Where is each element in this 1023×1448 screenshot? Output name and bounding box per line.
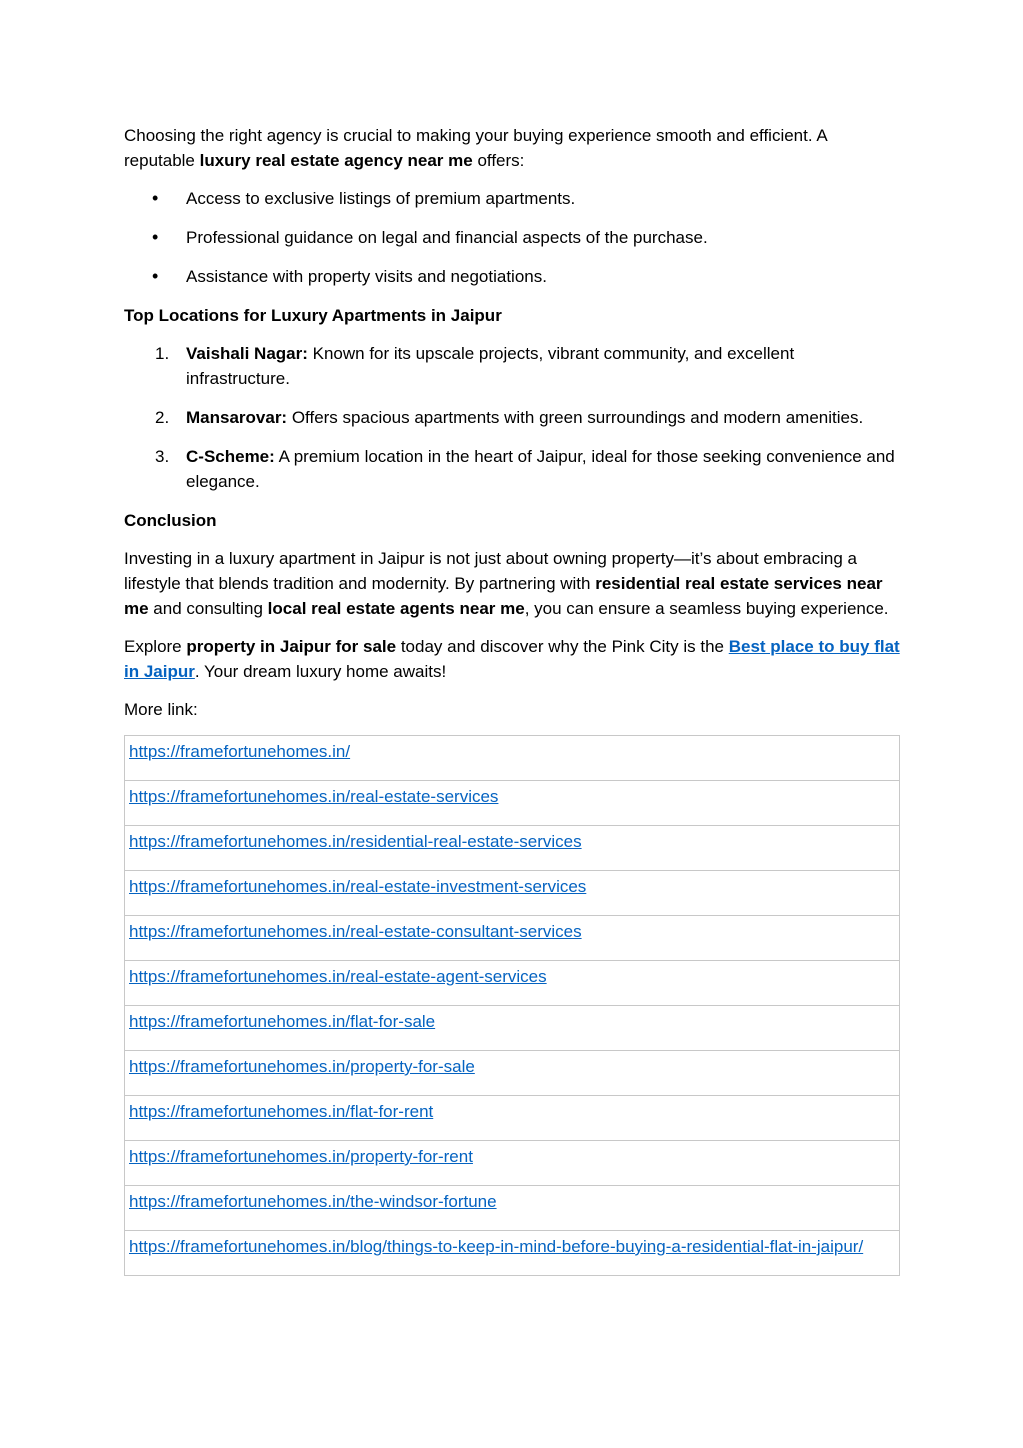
location-description: Known for its upscale projects, vibrant community, and excellent infrastructure.: [186, 344, 795, 388]
table-cell: [125, 1186, 900, 1231]
url-link[interactable]: https://framefortunehomes.in/residential-real-estate-services: [129, 832, 582, 851]
table-cell: [125, 1051, 900, 1096]
table-row: [125, 826, 900, 871]
list-number: 2.: [155, 408, 170, 427]
table-row: [125, 736, 900, 781]
table-cell: [125, 916, 900, 961]
list-item-text: Professional guidance on legal and financial aspects of the purchase.: [186, 228, 708, 247]
bullet-icon: •: [152, 266, 159, 286]
conclusion-bold-phrase: residential real estate services near me: [124, 574, 883, 618]
best-place-link[interactable]: Best place to buy flat in Jaipur: [124, 637, 900, 681]
explore-text: today and discover why the Pink City is the: [396, 637, 729, 656]
table-cell: [125, 826, 900, 871]
conclusion-text: Investing in a luxury apartment in Jaipur is not just about owning property—it’s about embracing a lifestyle that blends tradition and modernity. By partnering with: [124, 549, 857, 593]
more-link-label: More link:: [124, 700, 198, 719]
table-row: [125, 1051, 900, 1096]
url-link[interactable]: https://framefortunehomes.in/real-estate-investment-services: [129, 877, 587, 896]
list-number: 3.: [155, 447, 170, 466]
url-link[interactable]: https://framefortunehomes.in/flat-for-sale: [129, 1012, 436, 1031]
table-cell: [125, 781, 900, 826]
conclusion-text: and consulting: [148, 599, 268, 618]
table-row: [125, 1141, 900, 1186]
table-cell: [125, 961, 900, 1006]
benefits-list: [124, 186, 900, 289]
explore-text: . Your dream luxury home awaits!: [194, 662, 447, 681]
location-name: C-Scheme:: [186, 447, 275, 466]
list-item: [124, 264, 900, 289]
explore-bold-phrase: property in Jaipur for sale: [186, 637, 397, 656]
location-name: Mansarovar:: [186, 408, 288, 427]
url-link[interactable]: https://framefortunehomes.in/flat-for-rent: [129, 1102, 434, 1121]
table-cell: [125, 1141, 900, 1186]
intro-paragraph: [124, 123, 900, 173]
table-row: [125, 1096, 900, 1141]
conclusion-text: , you can ensure a seamless buying experience.: [524, 599, 889, 618]
url-link[interactable]: https://framefortunehomes.in/real-estate-consultant-services: [129, 922, 582, 941]
table-row: [125, 1186, 900, 1231]
table-row: [125, 1006, 900, 1051]
table-row: [125, 781, 900, 826]
bullet-icon: •: [152, 188, 159, 208]
list-item: [124, 225, 900, 250]
intro-bold-phrase: luxury real estate agency near me: [199, 151, 473, 170]
conclusion-bold-phrase: local real estate agents near me: [267, 599, 525, 618]
list-item: [124, 341, 900, 391]
url-link[interactable]: https://framefortunehomes.in/: [129, 742, 351, 761]
conclusion-paragraph: [124, 546, 900, 621]
locations-list: [124, 341, 900, 494]
list-item: [124, 186, 900, 211]
url-link[interactable]: https://framefortunehomes.in/real-estate-services: [129, 787, 499, 806]
table-cell: [125, 736, 900, 781]
list-number: 1.: [155, 344, 170, 363]
url-link[interactable]: https://framefortunehomes.in/property-for-sale: [129, 1057, 475, 1076]
intro-text: Choosing the right agency is crucial to making your buying experience smooth and efficient. A reputable: [124, 126, 827, 170]
table-cell: [125, 1096, 900, 1141]
url-link[interactable]: https://framefortunehomes.in/real-estate-agent-services: [129, 967, 547, 986]
location-description: A premium location in the heart of Jaipur, ideal for those seeking convenience and elegance.: [186, 447, 895, 491]
conclusion-heading: Conclusion: [124, 511, 217, 530]
explore-paragraph: [124, 634, 900, 684]
list-item-text: Assistance with property visits and negotiations.: [186, 267, 547, 286]
links-table: [124, 735, 900, 1276]
location-description: Offers spacious apartments with green surroundings and modern amenities.: [287, 408, 864, 427]
explore-text: Explore: [124, 637, 187, 656]
table-row: [125, 961, 900, 1006]
table-row: [125, 871, 900, 916]
table-cell: [125, 871, 900, 916]
locations-heading: Top Locations for Luxury Apartments in Jaipur: [124, 306, 502, 325]
intro-text-end: offers:: [472, 151, 525, 170]
location-name: Vaishali Nagar:: [186, 344, 308, 363]
table-row: [125, 916, 900, 961]
url-link[interactable]: https://framefortunehomes.in/property-for-rent: [129, 1147, 473, 1166]
document-content: [124, 123, 900, 1276]
table-row: [125, 1231, 900, 1276]
table-cell: [125, 1231, 900, 1276]
url-link[interactable]: https://framefortunehomes.in/blog/things-to-keep-in-mind-before-buying-a-residential-flat-in-jaipur/: [129, 1237, 864, 1256]
list-item: [124, 444, 900, 494]
url-link[interactable]: https://framefortunehomes.in/the-windsor-fortune: [129, 1192, 497, 1211]
bullet-icon: •: [152, 227, 159, 247]
list-item: [124, 405, 900, 430]
list-item-text: Access to exclusive listings of premium apartments.: [186, 189, 576, 208]
table-cell: [125, 1006, 900, 1051]
